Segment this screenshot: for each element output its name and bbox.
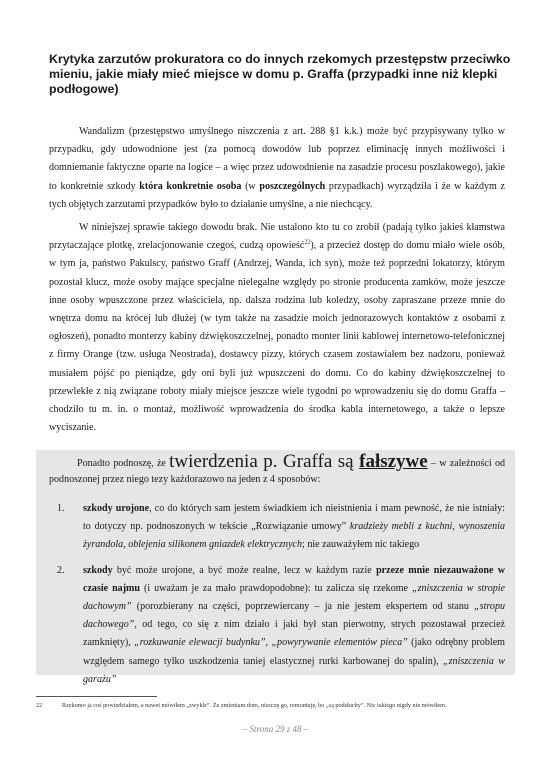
emphasis-false: fałszywe [359,451,428,472]
footnote-separator [36,696,157,697]
footnote-number: 22 [36,702,43,709]
emphasis-individual: poszczególnych [259,180,326,192]
list-item: 2. szkody być może urojone, a być może realne, lecz w każdym razie przeze mnie niezauważone w czasie najmu (i uważam je za mało prawdopodobne): tu zalicza się rzekome „zniszczenia w stropie dachowym” (porozbierany na części, poprzewiercany – ja nie jestem ekspertem od stanu „stropu dachowego”, od tego, co się z nim działo i jaki był stan pierwotny, strych pozostawał przecież zamknięty), „rozkuwanie elewacji budynku”, „powyrywanie elementów pieca” (jako odrębny problem względem samego tylko uszkodzenia taniej elastycznej rurki karbowanej do spalin), „zniszczenia w garażu” [57,564,505,685]
claims-list [49,500,505,696]
paragraph-false-claims: Ponadto podnoszę, że twierdzenia p. Graffa są fałszywe – w zależności od podnoszonej przez niego tezy każdorazowo na jeden z 4 sposobów: [49,451,505,485]
paragraph-vandalism: Wandalizm (przestępstwo umyślnego niszczenia z art. 288 §1 k.k.) może być przypisywany tylko w przypadku, gdy udowodnione jest (za pomocą dowodów lub poprzez eliminację innych możliwości i domniemanie faktyczne oparte na logice – a więc przez udowodnienie na zasadzie procesu poszlakowego), jakie to konkretnie szkody która konkretnie osoba (w poszczególnych przypadkach) wyrządziła i że w każdym z tych objętych zarzutami przypadków było to działanie umyślne, a nie niechcący. [49,126,505,210]
footnote-text: Rzekomo ja coś powiedziałem, a nawet mówiłem „zwykle”. Że zmieniam dom, niszczę go, remontuję, bo „są podsłuchy”. Nic takiego nigdy nie mówiłem. [62,702,447,709]
page-number: – Strona 29 z 48 – [242,724,309,734]
paragraph-no-evidence: W niniejszej sprawie takiego dowodu brak. Nie ustalono kto tu co zrobił (padają tylko jakieś kłamstwa przytaczające plotkę, zrelacjonowanie czegoś, cudzą opowieść$^{22}$), a przecież dostęp do domu miało wiele osób, w tym ja, państwo Pakulscy, państwo Graff (Andrzej, Wanda, ich syn), może też poprzedni lokatorzy, którym pozostał klucz, może osoby mające specjalne nielegalne względy po stronie producenta zamków, może jeszcze inne osoby wpuszczone przez właściciela, np. dalsza rodzina lub koledzy, osoby zapraszane przeze mnie do wnętrza domu na krócej lub dłużej (w tym także na zasadzie moich jednorazowych kontaktów z osobami z ogłoszeń), ponadto monterzy kabiny dźwiękoszczelnej, ponadto monter linii kablowej internetowo-telefonicznej z firmy Orange (tzw. usługa Neostrada), dostawcy pizzy, których czasem zostawiałem bez nadzoru, ponieważ musiałem pójść po pieniądze, gdy oni byli już wpuszczeni do domu. Co do kabiny dźwiękoszczelnej to przewlekłe z nią związane roboty miały miejsce jeszcze wiele tygodni po wprowadzeniu się do domu Graffa – chodziło tu m. in. o montaż, możliwość wprowadzenia do środka kabla internetowego, a także o lepsze wyciszanie. [49,222,505,434]
footnote [36,701,506,710]
footnote-reference[interactable]: 22 [304,239,311,246]
section-heading: Krytyka zarzutów prokuratora co do innych rzekomych przestępstw przeciwko mieniu, jakie miały mieć miejsce w domu p. Graffa (przypadki inne niż klepki podłogowe) [49,52,511,96]
emphasis-which-person: która konkretnie osoba [139,180,242,192]
list-item: 1. szkody urojone, co do których sam jestem świadkiem ich nieistnienia i mam pewność, że nie istniały: to dotyczy np. podnoszonych w tekście „Rozwiązanie umowy” kradzieży mebli z kuchni, wynoszenia żyrandola, oblejenia silikonem gniazdek elektrycznych; nie zauważyłem nic takiego [57,503,505,551]
